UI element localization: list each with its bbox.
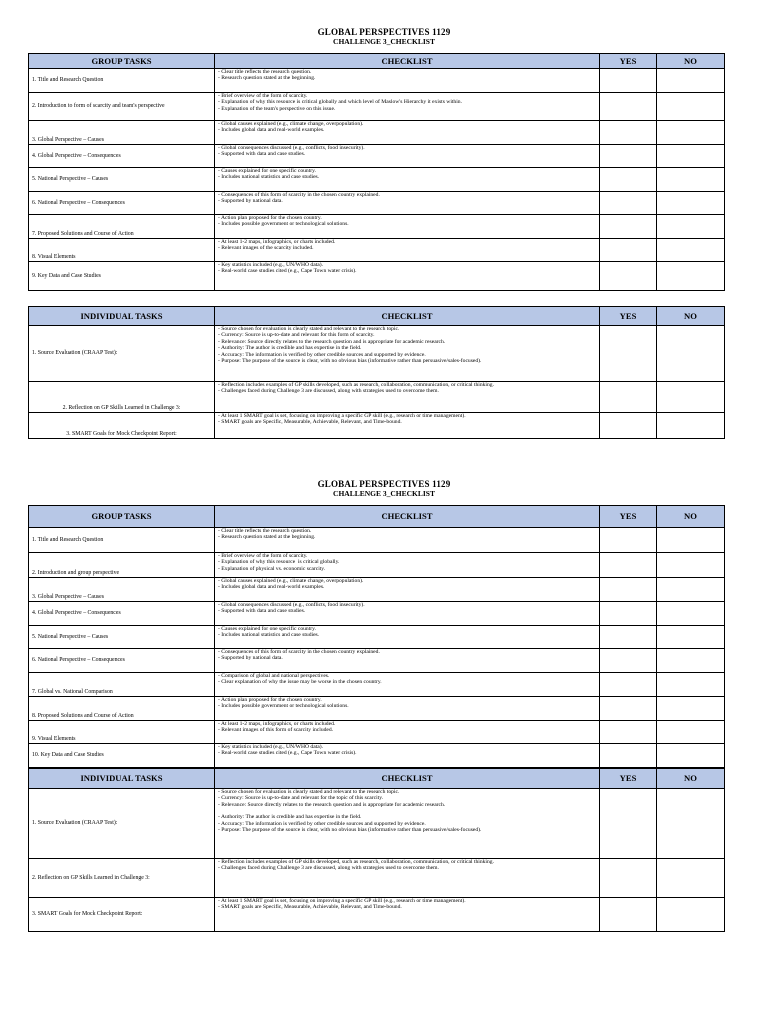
checklist-item: - Accuracy: The information is verified by other credible sources and supported by evidence. <box>218 820 426 827</box>
checklist-item: - Real-world case studies cited (e.g., Cape Town water crisis). <box>218 268 357 275</box>
table-row <box>29 215 725 239</box>
header-checklist: CHECKLIST <box>215 307 600 326</box>
yes-checkbox-cell[interactable] <box>600 721 657 744</box>
checklist-cell <box>215 602 600 626</box>
header-checklist: CHECKLIST <box>215 769 600 789</box>
table-row <box>29 528 725 553</box>
checklist-item: - Authority: The author is credible and has expertise in the field. <box>218 814 362 821</box>
checklist-item: - Source chosen for evaluation is clearly stated and relevant to the research topic. <box>218 326 400 332</box>
no-checkbox-cell[interactable] <box>657 215 725 239</box>
header-task: INDIVIDUAL TASKS <box>29 769 215 789</box>
table-row <box>29 239 725 262</box>
checklist-item: - Includes possible government or technological solutions. <box>218 221 349 228</box>
no-checkbox-cell[interactable] <box>657 168 725 192</box>
checklist-item: - Action plan proposed for the chosen country. <box>218 215 322 221</box>
header-no: NO <box>657 54 725 69</box>
no-checkbox-cell[interactable] <box>657 602 725 626</box>
checklist-cell <box>215 192 600 215</box>
checklist-cell <box>215 262 600 291</box>
table-row <box>29 673 725 697</box>
checklist-item: - Challenges faced during Challenge 3 are discussed, along with strategies used to overcome them. <box>218 388 439 395</box>
page-title: GLOBAL PERSPECTIVES 1129 <box>317 27 451 37</box>
table-row <box>29 168 725 192</box>
header-checklist: CHECKLIST <box>215 54 600 69</box>
task-name: 2. Introduction and group perspective <box>29 553 215 578</box>
yes-checkbox-cell[interactable] <box>600 898 657 932</box>
task-name: 2. Reflection on GP Skills Learned in Challenge 3: <box>29 859 215 898</box>
task-name: 4. Global Perspective – Consequences <box>29 602 215 626</box>
task-name: 3. Global Perspective – Causes <box>29 121 215 145</box>
checklist-item: - Real-world case studies cited (e.g., Cape Town water crisis). <box>218 750 357 757</box>
group-tasks-table <box>28 53 725 291</box>
header-yes: YES <box>600 506 657 528</box>
table-row <box>29 744 725 768</box>
table-row <box>29 413 725 439</box>
yes-checkbox-cell[interactable] <box>600 649 657 673</box>
no-checkbox-cell[interactable] <box>657 673 725 697</box>
yes-checkbox-cell[interactable] <box>600 93 657 121</box>
table-row <box>29 626 725 649</box>
header-no: NO <box>657 307 725 326</box>
checklist-item: - Brief overview of the form of scarcity. <box>218 553 308 559</box>
table-row <box>29 262 725 291</box>
checklist-cell <box>215 649 600 673</box>
task-name: 8. Visual Elements <box>29 239 215 262</box>
checklist-item: - Relevant images of the scarcity included. <box>218 245 314 252</box>
task-name: 5. National Perspective – Causes <box>29 626 215 649</box>
table-row <box>29 145 725 168</box>
checklist-cell <box>215 239 600 262</box>
task-name: 1. Title and Research Question <box>29 69 215 93</box>
yes-checkbox-cell[interactable] <box>600 168 657 192</box>
checklist-item: - Consequences of this form of scarcity in the chosen country explained. <box>218 649 380 655</box>
table-row <box>29 602 725 626</box>
no-checkbox-cell[interactable] <box>657 649 725 673</box>
no-checkbox-cell[interactable] <box>657 626 725 649</box>
checklist-item: - Supported by national data. <box>218 198 283 205</box>
checklist-item: - Brief overview of the form of scarcity. <box>218 93 308 99</box>
checklist-item: - Action plan proposed for the chosen country. <box>218 697 322 703</box>
individual-tasks-table <box>28 306 725 439</box>
no-checkbox-cell[interactable] <box>657 578 725 602</box>
yes-checkbox-cell[interactable] <box>600 578 657 602</box>
page-subtitle: CHALLENGE 3_CHECKLIST <box>333 37 435 46</box>
checklist-item: - Relevant images of this form of scarcity included. <box>218 727 334 734</box>
checklist-cell <box>215 721 600 744</box>
checklist-cell <box>215 553 600 578</box>
checklist-item: - SMART goals are Specific, Measurable, Achievable, Relevant, and Time-bound. <box>218 419 402 426</box>
table-row <box>29 69 725 93</box>
checklist-item: - Research question stated at the beginning. <box>218 75 316 82</box>
header-yes: YES <box>600 769 657 789</box>
table-row <box>29 578 725 602</box>
task-name: 3. Global Perspective – Causes <box>29 578 215 602</box>
task-name: 10. Key Data and Case Studies <box>29 744 215 768</box>
no-checkbox-cell[interactable] <box>657 697 725 721</box>
yes-checkbox-cell[interactable] <box>600 413 657 439</box>
checklist-item: - Causes explained for one specific country. <box>218 168 316 174</box>
checklist-item: - Accuracy: The information is verified by other credible sources and supported by evidence. <box>218 351 426 358</box>
checklist-item: - Reflection includes examples of GP skills developed, such as research, collaboration, communication, or critical thinking. <box>218 382 494 388</box>
checklist-item: - Consequences of this form of scarcity in the chosen country explained. <box>218 192 380 198</box>
no-checkbox-cell[interactable] <box>657 192 725 215</box>
checklist-cell <box>215 898 600 932</box>
task-name: 4. Global Perspective – Consequences <box>29 145 215 168</box>
table-row <box>29 382 725 413</box>
header-task: GROUP TASKS <box>29 506 215 528</box>
no-checkbox-cell[interactable] <box>657 744 725 768</box>
checklist-item: - Clear explanation of why the issue may be worse in the chosen country. <box>218 679 382 686</box>
checklist-item: - Includes national statistics and case studies. <box>218 632 320 639</box>
table-row <box>29 649 725 673</box>
task-name: 2. Reflection on GP Skills Learned in Challenge 3: <box>29 382 215 413</box>
checklist-item: - Supported with data and case studies. <box>218 608 306 615</box>
no-checkbox-cell[interactable] <box>657 121 725 145</box>
checklist-item: - Relevance: Source directly relates to the research question and is appropriate for academic research. <box>218 338 446 345</box>
no-checkbox-cell[interactable] <box>657 239 725 262</box>
no-checkbox-cell[interactable] <box>657 898 725 932</box>
yes-checkbox-cell[interactable] <box>600 262 657 291</box>
checklist-item: - Challenges faced during Challenge 3 are discussed, along with strategies used to overcome them. <box>218 865 439 872</box>
checklist-item: - Global consequences discussed (e.g., conflicts, food insecurity). <box>218 145 365 151</box>
yes-checkbox-cell[interactable] <box>600 145 657 168</box>
no-checkbox-cell[interactable] <box>657 859 725 898</box>
yes-checkbox-cell[interactable] <box>600 626 657 649</box>
table-row <box>29 697 725 721</box>
checklist-cell <box>215 382 600 413</box>
checklist-item: - At least 1 SMART goal is set, focusing on improving a specific GP skill (e.g., research or time management). <box>218 898 466 904</box>
checklist-cell <box>215 859 600 898</box>
checklist-cell <box>215 673 600 697</box>
no-checkbox-cell[interactable] <box>657 553 725 578</box>
checklist-item: - At least 1-2 maps, infographics, or charts included. <box>218 721 336 727</box>
no-checkbox-cell[interactable] <box>657 145 725 168</box>
checklist-cell <box>215 789 600 859</box>
table-row <box>29 898 725 932</box>
checklist-cell <box>215 326 600 382</box>
checklist-item: - Clear title reflects the research question. <box>218 528 312 534</box>
checklist-item: - Comparison of global and national perspectives. <box>218 673 330 679</box>
task-name: 6. National Perspective – Consequences <box>29 649 215 673</box>
task-name: 1. Source Evaluation (CRAAP Test): <box>29 326 215 382</box>
checklist-item: - Includes global data and real-world examples. <box>218 584 325 591</box>
checklist-item: - Global causes explained (e.g., climate change, overpopulation). <box>218 578 364 584</box>
checklist-cell <box>215 69 600 93</box>
checklist-item: - Global consequences discussed (e.g., conflicts, food insecurity). <box>218 602 365 608</box>
yes-checkbox-cell[interactable] <box>600 602 657 626</box>
group-tasks-table-2 <box>28 505 725 768</box>
checklist-item: - Currency: Source is up-to-date and relevant for this form of scarcity. <box>218 332 375 339</box>
table-row <box>29 859 725 898</box>
no-checkbox-cell[interactable] <box>657 326 725 382</box>
checklist-item: - At least 1-2 maps, infographics, or charts included. <box>218 239 336 245</box>
task-name: 9. Key Data and Case Studies <box>29 262 215 291</box>
task-name: 1. Source Evaluation (CRAAP Test): <box>29 789 215 859</box>
checklist-item: - Causes explained for one specific country. <box>218 626 316 632</box>
table-header-row <box>29 769 725 789</box>
checklist-cell <box>215 93 600 121</box>
individual-tasks-table-2 <box>28 768 725 932</box>
checklist-cell <box>215 413 600 439</box>
checklist-item: - Authority: The author is credible and has expertise in the field. <box>218 345 362 352</box>
yes-checkbox-cell[interactable] <box>600 326 657 382</box>
header-task: GROUP TASKS <box>29 54 215 69</box>
yes-checkbox-cell[interactable] <box>600 789 657 859</box>
table-row <box>29 553 725 578</box>
checklist-cell <box>215 145 600 168</box>
yes-checkbox-cell[interactable] <box>600 673 657 697</box>
checklist-item: - Includes national statistics and case studies. <box>218 174 320 181</box>
no-checkbox-cell[interactable] <box>657 93 725 121</box>
header-yes: YES <box>600 54 657 69</box>
checklist-cell <box>215 697 600 721</box>
checklist-item: - Research question stated at the beginning. <box>218 534 316 541</box>
task-name: 7. Global vs. National Comparison <box>29 673 215 697</box>
no-checkbox-cell[interactable] <box>657 789 725 859</box>
page-title-2: GLOBAL PERSPECTIVES 1129 <box>317 479 451 489</box>
yes-checkbox-cell[interactable] <box>600 121 657 145</box>
checklist-item: - Clear title reflects the research question. <box>218 69 312 75</box>
header-no: NO <box>657 769 725 789</box>
no-checkbox-cell[interactable] <box>657 69 725 93</box>
table-row <box>29 721 725 744</box>
checklist-item: - Key statistics included (e.g., UN/WHO data). <box>218 262 324 268</box>
checklist-item: - Supported with data and case studies. <box>218 151 306 158</box>
task-name: 8. Proposed Solutions and Course of Action <box>29 697 215 721</box>
checklist-item: - Relevance: Source directly relates to the research question and is appropriate for academic research. <box>218 801 446 808</box>
checklist-item: - SMART goals are Specific, Measurable, Achievable, Relevant, and Time-bound. <box>218 904 402 911</box>
no-checkbox-cell[interactable] <box>657 382 725 413</box>
yes-checkbox-cell[interactable] <box>600 69 657 93</box>
checklist-cell <box>215 744 600 768</box>
yes-checkbox-cell[interactable] <box>600 239 657 262</box>
page-subtitle-2: CHALLENGE 3_CHECKLIST <box>333 489 435 498</box>
checklist-cell <box>215 121 600 145</box>
yes-checkbox-cell[interactable] <box>600 382 657 413</box>
header-no: NO <box>657 506 725 528</box>
yes-checkbox-cell[interactable] <box>600 192 657 215</box>
task-name: 6. National Perspective – Consequences <box>29 192 215 215</box>
checklist-item: - Explanation of why this resource is critical globally. <box>218 559 340 566</box>
checklist-item: - Explanation of the team's perspective on this issue. <box>218 105 336 112</box>
checklist-cell <box>215 168 600 192</box>
no-checkbox-cell[interactable] <box>657 413 725 439</box>
table-row <box>29 789 725 859</box>
yes-checkbox-cell[interactable] <box>600 553 657 578</box>
checklist-item: - Explanation of why this resource is critical globally and which level of Maslow's Hierarchy it exists within. <box>218 99 462 106</box>
checklist-item: - Purpose: The purpose of the source is clear, with no obvious bias (informative rather than persuasive/sales-focused). <box>218 358 482 365</box>
header-task: INDIVIDUAL TASKS <box>29 307 215 326</box>
task-name: 5. National Perspective – Causes <box>29 168 215 192</box>
table-row <box>29 121 725 145</box>
checklist-cell <box>215 528 600 553</box>
task-name: 2. Introduction to form of scarcity and team's perspective <box>29 93 215 121</box>
checklist-item: - Purpose: The purpose of the source is clear, with no obvious bias (informative rather than persuasive/sales-focused). <box>218 827 482 834</box>
checklist-item: - Reflection includes examples of GP skills developed, such as research, collaboration, communication, or critical thinking. <box>218 859 494 865</box>
checklist-item: - At least 1 SMART goal is set, focusing on improving a specific GP skill (e.g., research or time management). <box>218 413 466 419</box>
task-name: 7. Proposed Solutions and Course of Action <box>29 215 215 239</box>
checklist-item: - Currency: Source is up-to-date and relevant for the topic of this scarcity. <box>218 795 384 802</box>
task-name: 9. Visual Elements <box>29 721 215 744</box>
header-yes: YES <box>600 307 657 326</box>
yes-checkbox-cell[interactable] <box>600 697 657 721</box>
table-header-row <box>29 307 725 326</box>
header-checklist: CHECKLIST <box>215 506 600 528</box>
table-row <box>29 93 725 121</box>
yes-checkbox-cell[interactable] <box>600 215 657 239</box>
no-checkbox-cell[interactable] <box>657 528 725 553</box>
checklist-cell <box>215 578 600 602</box>
checklist-item: - Includes global data and real-world examples. <box>218 127 325 134</box>
task-name: 3. SMART Goals for Mock Checkpoint Report: <box>29 898 215 932</box>
task-name: 1. Title and Research Question <box>29 528 215 553</box>
checklist-item: - Global causes explained (e.g., climate change, overpopulation). <box>218 121 364 127</box>
checklist-cell <box>215 626 600 649</box>
table-row <box>29 192 725 215</box>
checklist-item: - Key statistics included (e.g., UN/WHO data). <box>218 744 324 750</box>
no-checkbox-cell[interactable] <box>657 262 725 291</box>
table-row <box>29 326 725 382</box>
yes-checkbox-cell[interactable] <box>600 528 657 553</box>
checklist-item: - Explanation of physical vs. economic scarcity. <box>218 565 326 572</box>
checklist-item: - Source chosen for evaluation is clearly stated and relevant to the research topic. <box>218 789 400 795</box>
yes-checkbox-cell[interactable] <box>600 859 657 898</box>
task-name: 3. SMART Goals for Mock Checkpoint Report: <box>29 413 215 439</box>
checklist-cell <box>215 215 600 239</box>
checklist-item: - Supported by national data. <box>218 655 283 662</box>
yes-checkbox-cell[interactable] <box>600 744 657 768</box>
table-header-row <box>29 54 725 69</box>
checklist-item: - Includes possible government or technological solutions. <box>218 703 349 710</box>
no-checkbox-cell[interactable] <box>657 721 725 744</box>
table-header-row <box>29 506 725 528</box>
